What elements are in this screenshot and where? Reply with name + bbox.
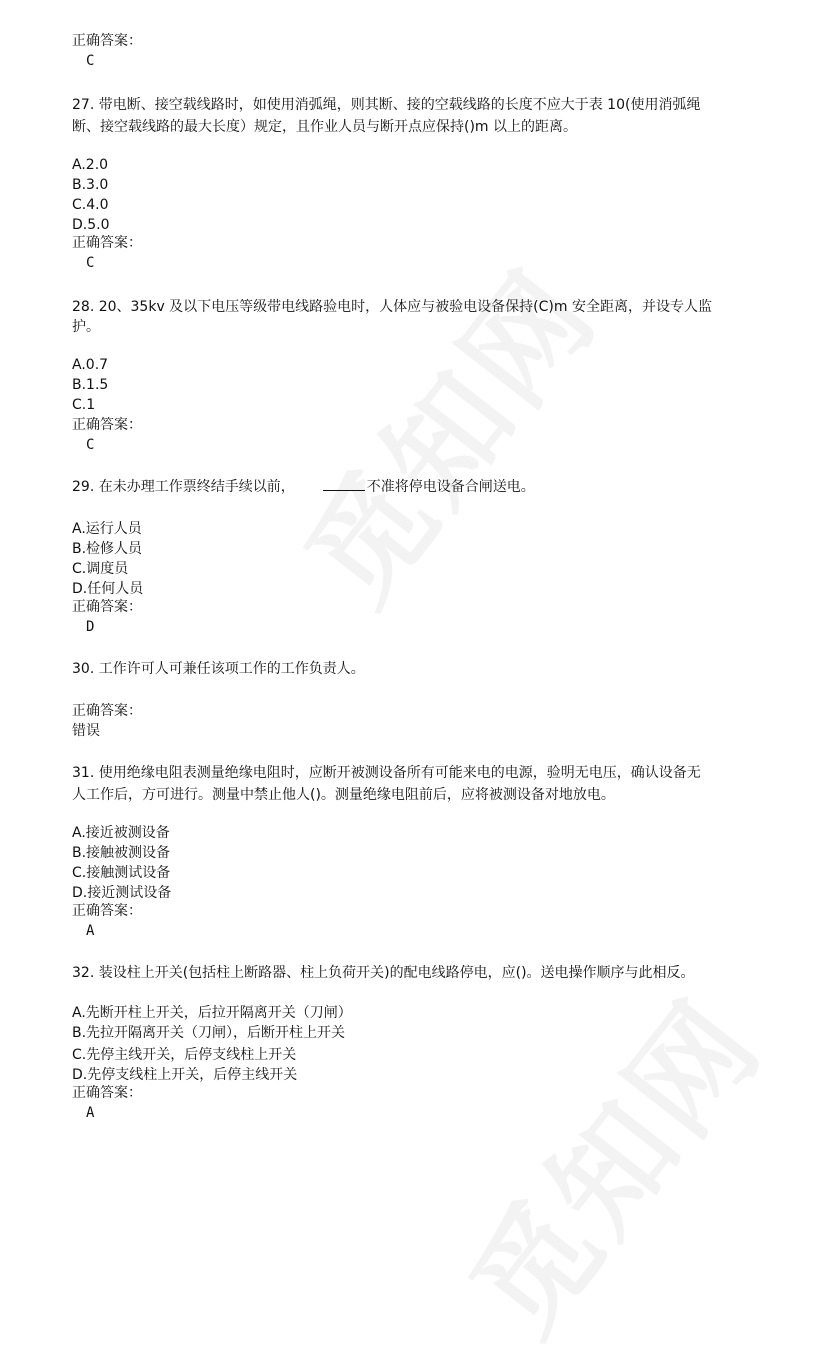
option-d: D.先停支线柱上开关，后停主线开关 xyxy=(72,1067,298,1083)
question-text: 32. 装设柱上开关(包括柱上断路器、柱上负荷开关)的配电线路停电，应()。送电操作顺序与此相反。 xyxy=(72,965,695,981)
option-d: D.任何人员 xyxy=(72,581,144,597)
answer-label: 正确答案： xyxy=(72,703,142,719)
option-c: C.接触测试设备 xyxy=(72,865,171,881)
option-a: A.先断开柱上开关，后拉开隔离开关（刀闸） xyxy=(72,1005,352,1021)
option-b: B.先拉开隔离开关（刀闸），后断开柱上开关 xyxy=(72,1025,346,1041)
answer-value: C xyxy=(86,53,95,69)
question-text: 31. 使用绝缘电阻表测量绝缘电阻时，应断开被测设备所有可能来电的电源，验明无电压，确认设备无 xyxy=(72,765,701,781)
question-text-end: 不准将停电设备合闸送电。 xyxy=(366,479,535,495)
question-text: 27. 带电断、接空载线路时，如使用消弧绳，则其断、接的空载线路的长度不应大于表 10(使用消弧绳 xyxy=(72,97,701,113)
answer-value: A xyxy=(86,1105,95,1121)
option-c: C.调度员 xyxy=(72,561,129,577)
answer-label: 正确答案： xyxy=(72,417,142,433)
option-b: B.1.5 xyxy=(72,377,109,393)
option-a: A.运行人员 xyxy=(72,521,142,537)
fill-blank xyxy=(323,478,365,491)
answer-label: 正确答案： xyxy=(72,903,142,919)
option-b: B.3.0 xyxy=(72,177,109,193)
option-c: C.4.0 xyxy=(72,197,109,213)
question-text-start: 29. 在未办理工作票终结手续以前， xyxy=(72,479,295,495)
option-c: C.1 xyxy=(72,397,96,413)
option-d: D.接近测试设备 xyxy=(72,885,172,901)
answer-value: C xyxy=(86,255,95,271)
option-a: A.2.0 xyxy=(72,157,109,173)
question-text: 30. 工作许可人可兼任该项工作的工作负责人。 xyxy=(72,661,365,677)
answer-label: 正确答案： xyxy=(72,599,142,615)
option-a: A.0.7 xyxy=(72,357,109,373)
answer-label: 正确答案： xyxy=(72,33,142,49)
question-text xyxy=(72,478,535,496)
question-text: 断、接空载线路的最大长度）规定，且作业人员与断开点应保持()m 以上的距离。 xyxy=(72,119,578,135)
answer-label: 正确答案： xyxy=(72,235,142,251)
option-b: B.接触被测设备 xyxy=(72,845,171,861)
question-text: 护。 xyxy=(72,319,100,335)
option-b: B.检修人员 xyxy=(72,541,143,557)
option-a: A.接近被测设备 xyxy=(72,825,170,841)
option-d: D.5.0 xyxy=(72,217,110,233)
option-c: C.先停主线开关，后停支线柱上开关 xyxy=(72,1047,297,1063)
answer-label: 正确答案： xyxy=(72,1085,142,1101)
answer-value: D xyxy=(86,619,95,635)
question-text: 28. 20、35kv 及以下电压等级带电线路验电时，人体应与被验电设备保持(C)m 安全距离，并设专人监 xyxy=(72,299,712,315)
question-text: 人工作后，方可进行。测量中禁止他人()。测量绝缘电阻前后，应将被测设备对地放电。 xyxy=(72,787,615,803)
answer-value: A xyxy=(86,923,95,939)
answer-value: C xyxy=(86,437,95,453)
answer-value: 错误 xyxy=(72,723,100,739)
